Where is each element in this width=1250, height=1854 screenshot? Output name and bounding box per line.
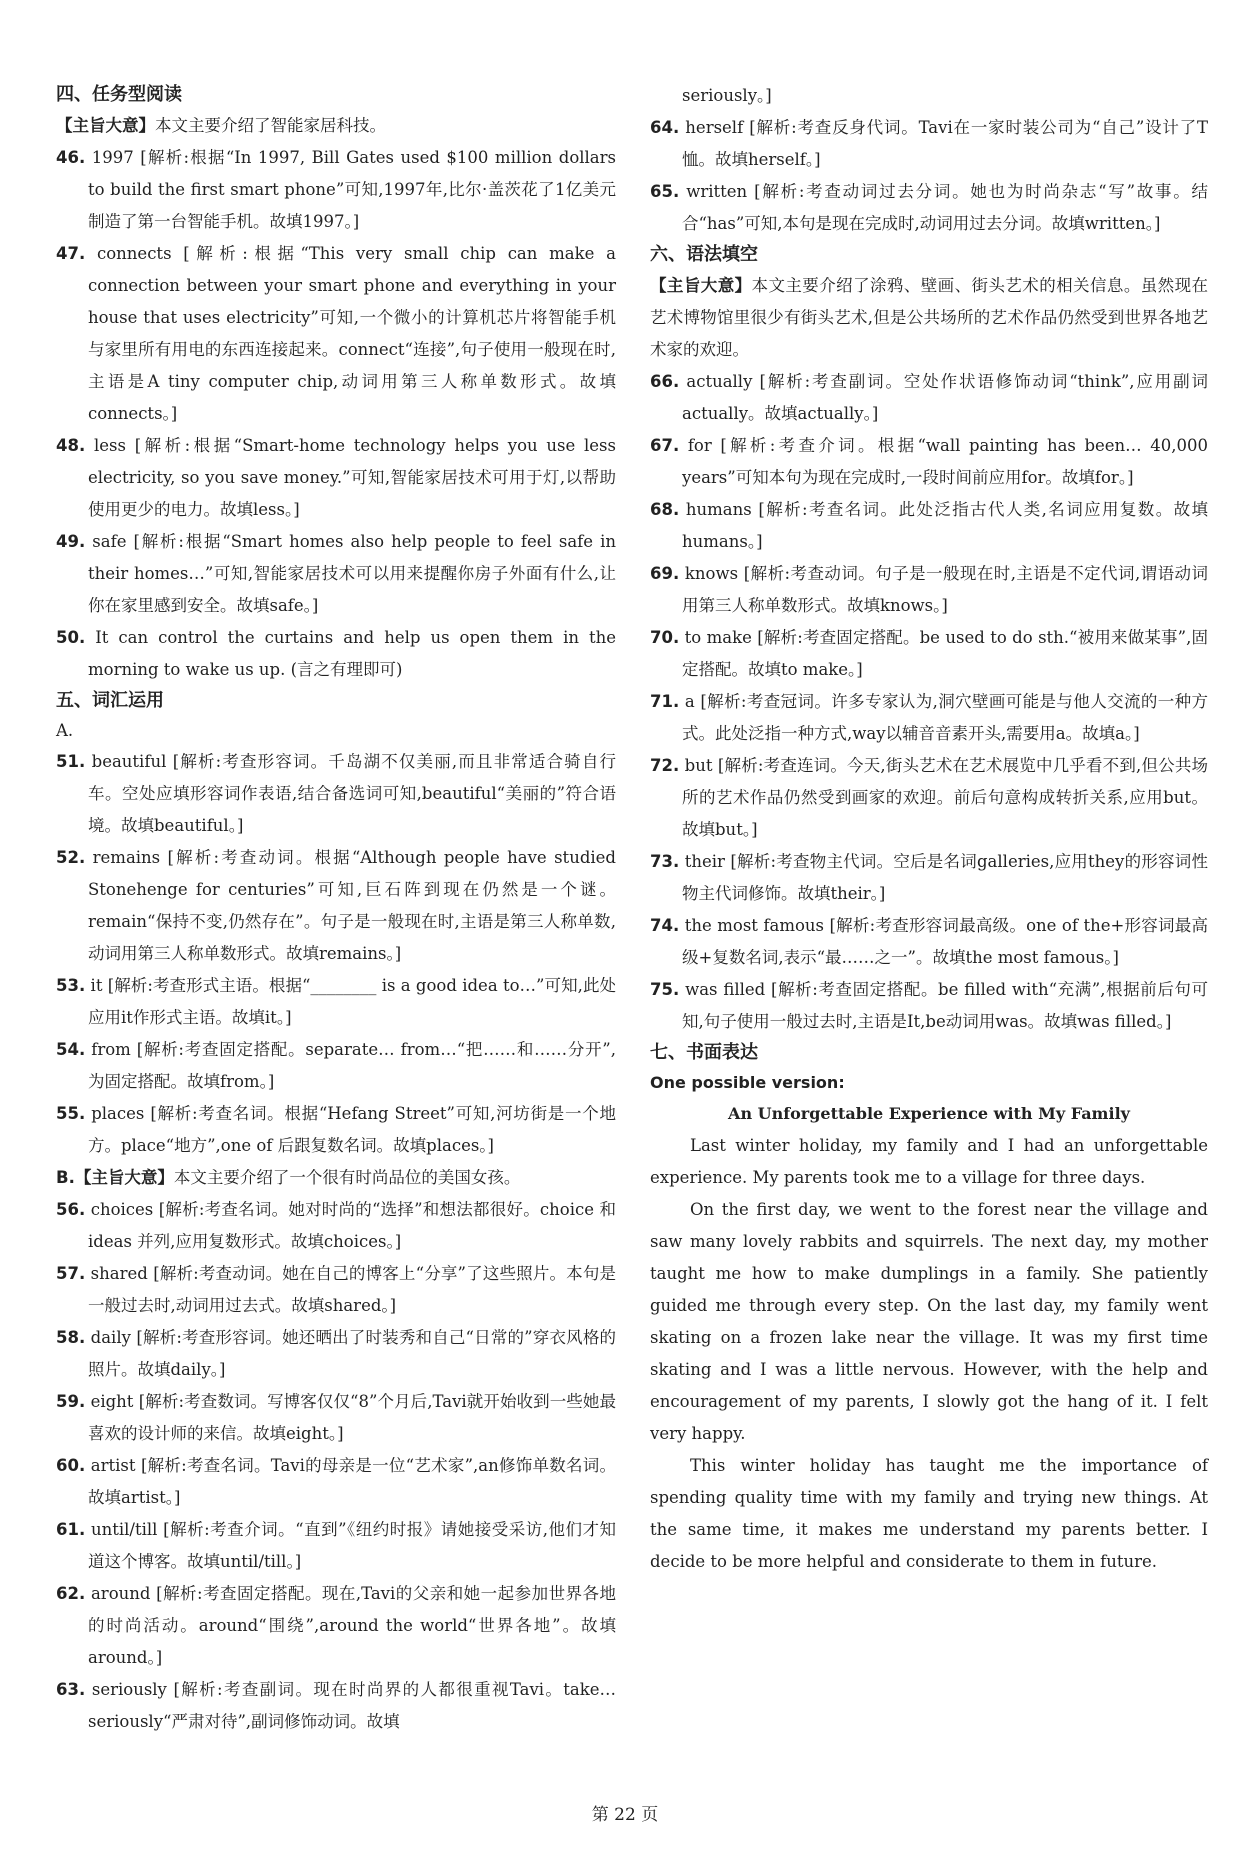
answer-item <box>650 494 1208 558</box>
answer-text: from [解析:考查固定搭配。separate… from…“把……和……分开”,为固定搭配。故填from。] <box>88 1040 616 1091</box>
answer-item <box>56 238 616 430</box>
essay-paragraph: This winter holiday has taught me the importance of spending quality time with my family and trying new things. At the same time, it makes me understand my parents better. I decide to be more helpful and considerate to them in future. <box>650 1456 1208 1571</box>
answer-item <box>56 1674 616 1738</box>
answer-text: choices [解析:考查名词。她对时尚的“选择”和想法都很好。choice 和 ideas 并列,应用复数形式。故填choices。] <box>88 1200 616 1251</box>
answer-item <box>56 842 616 970</box>
section-heading-writing: 七、书面表达 <box>650 1042 758 1063</box>
left-column <box>56 80 616 1738</box>
answer-number: 60. <box>56 1456 86 1475</box>
answer-text: until/till [解析:考查介词。“直到”《纽约时报》请她接受采访,他们才知道这个博客。故填until/till。] <box>88 1520 616 1571</box>
answer-number: 54. <box>56 1040 86 1059</box>
answer-number: 57. <box>56 1264 86 1283</box>
page-number: 第 22 页 <box>591 1805 659 1825</box>
answer-text: around [解析:考查固定搭配。现在,Tavi的父亲和她一起参加世界各地的时尚活动。around“围绕”,around the world“世界各地”。故填around。] <box>88 1584 617 1667</box>
answer-text: 1997 [解析:根据“In 1997, Bill Gates used $100 million dollars to build the first smart phone”可知,1997年,比尔·盖茨花了1亿美元制造了第一台智能手机。故填1997。] <box>88 148 616 231</box>
answer-number: 56. <box>56 1200 86 1219</box>
answer-item <box>650 910 1208 974</box>
answer-item <box>650 846 1208 910</box>
answer-text: seriously [解析:考查副词。现在时尚界的人都很重视Tavi。take… seriously“严肃对待”,副词修饰动词。故填 <box>88 1680 617 1731</box>
answer-item <box>56 1258 616 1322</box>
answer-text: artist [解析:考查名词。Tavi的母亲是一位“艺术家”,an修饰单数名词。故填artist。] <box>88 1456 616 1507</box>
section-heading-vocabulary: 五、词汇运用 <box>56 690 164 711</box>
main-idea-tag: B.【主旨大意】 <box>56 1168 174 1187</box>
essay-intro: One possible version: <box>650 1073 845 1092</box>
answer-item <box>56 1034 616 1098</box>
answer-item <box>56 142 616 238</box>
answer-number: 74. <box>650 916 680 935</box>
answer-text: humans [解析:考查名词。此处泛指古代人类,名词应用复数。故填humans。] <box>682 500 1208 551</box>
answer-number: 64. <box>650 118 680 137</box>
answer-text: beautiful [解析:考查形容词。千岛湖不仅美丽,而且非常适合骑自行车。空处应填形容词作表语,结合备选词可知,beautiful“美丽的”符合语境。故填beautiful。] <box>88 752 616 835</box>
answer-text: knows [解析:考查动词。句子是一般现在时,主语是不定代词,谓语动词用第三人称单数形式。故填knows。] <box>682 564 1208 615</box>
main-idea-b <box>56 1162 616 1194</box>
answer-text: shared [解析:考查动词。她在自己的博客上“分享”了这些照片。本句是一般过去时,动词用过去式。故填shared。] <box>88 1264 616 1315</box>
answer-number: 70. <box>650 628 680 647</box>
answer-item <box>56 970 616 1034</box>
answer-number: 66. <box>650 372 680 391</box>
answer-number: 47. <box>56 244 86 263</box>
main-idea-text: 本文主要介绍了涂鸦、壁画、街头艺术的相关信息。虽然现在艺术博物馆里很少有街头艺术,但是公共场所的艺术作品仍然受到世界各地艺术家的欢迎。 <box>650 276 1208 359</box>
answer-item <box>56 1386 616 1450</box>
section-heading-grammar: 六、语法填空 <box>650 244 758 265</box>
answer-number: 55. <box>56 1104 86 1123</box>
essay-title: An Unforgettable Experience with My Family <box>728 1104 1130 1123</box>
answer-number: 73. <box>650 852 680 871</box>
answer-number: 51. <box>56 752 86 771</box>
answer-item <box>56 1450 616 1514</box>
answer-text: It can control the curtains and help us open them in the morning to wake us up. (言之有理即可) <box>88 628 616 679</box>
answer-item <box>650 558 1208 622</box>
answer-list-d <box>650 112 1208 240</box>
answer-text: for [解析:考查介词。根据“wall painting has been… 40,000 years”可知本句为现在完成时,一段时间前应用for。故填for。] <box>682 436 1208 487</box>
answer-number: 59. <box>56 1392 86 1411</box>
main-idea-4 <box>56 110 616 142</box>
answer-text: the most famous [解析:考查形容词最高级。one of the+形容词最高级+复数名词,表示“最……之一”。故填the most famous。] <box>682 916 1208 967</box>
main-idea-tag: 【主旨大意】 <box>56 116 155 135</box>
answer-text: connects [解析:根据“This very small chip can make a connection between your smart phone and everything in your house that uses electricity”可知,一个微小的计算机芯片将智能手机与家里所有用电的东西连接起来。connect“连接”,句子使用一般现在时,主语是A tiny computer chip,动词用第三人称单数形式。故填connects。] <box>88 244 616 423</box>
answer-number: 50. <box>56 628 86 647</box>
answer-item <box>56 622 616 686</box>
answer-text: was filled [解析:考查固定搭配。be filled with“充满”,根据前后句可知,句子使用一般过去时,主语是It,be动词用was。故填was filled。] <box>682 980 1208 1031</box>
continued-answer-63: seriously。] <box>682 86 772 105</box>
essay-body <box>650 1130 1208 1578</box>
answer-number: 72. <box>650 756 680 775</box>
answer-item <box>650 430 1208 494</box>
main-idea-tag: 【主旨大意】 <box>650 276 752 295</box>
answer-item <box>56 1578 616 1674</box>
answer-text: it [解析:考查形式主语。根据“________ is a good idea to…”可知,此处应用it作形式主语。故填it。] <box>88 976 616 1027</box>
answer-item <box>56 526 616 622</box>
part-a-label: A. <box>56 721 74 740</box>
answer-number: 63. <box>56 1680 86 1699</box>
answer-text: remains [解析:考查动词。根据“Although people have studied Stonehenge for centuries”可知,巨石阵到现在仍然是一个谜。remain“保持不变,仍然存在”。句子是一般现在时,主语是第三人称单数,动词用第三人称单数形式。故填remains。] <box>88 848 616 963</box>
answer-number: 68. <box>650 500 680 519</box>
answer-text: written [解析:考查动词过去分词。她也为时尚杂志“写”故事。结合“has”可知,本句是现在完成时,动词用过去分词。故填written。] <box>682 182 1208 233</box>
answer-number: 75. <box>650 980 680 999</box>
answer-item <box>650 366 1208 430</box>
answer-text: safe [解析:根据“Smart homes also help people to feel safe in their homes…”可知,智能家居技术可以用来提醒你房子外面有什么,让你在家里感到安全。故填safe。] <box>88 532 616 615</box>
essay-paragraph: On the first day, we went to the forest near the village and saw many lovely rabbits and squirrels. The next day, my mother taught me how to make dumplings in a family. She patiently guided me through every step. On the last day, my family went skating on a frozen lake near the village. It was my first time skating and I was a little nervous. However, with the help and encouragement of my parents, I slowly got the hang of it. I felt very happy. <box>650 1200 1208 1443</box>
answer-text: places [解析:考查名词。根据“Hefang Street”可知,河坊街是一个地方。place“地方”,one of 后跟复数名词。故填places。] <box>88 1104 616 1155</box>
answer-number: 67. <box>650 436 680 455</box>
answer-text: actually [解析:考查副词。空处作状语修饰动词“think”,应用副词actually。故填actually。] <box>682 372 1208 423</box>
answer-number: 46. <box>56 148 86 167</box>
answer-number: 49. <box>56 532 86 551</box>
answer-text: eight [解析:考查数词。写博客仅仅“8”个月后,Tavi就开始收到一些她最喜欢的设计师的来信。故填eight。] <box>88 1392 616 1443</box>
answer-text: less [解析:根据“Smart-home technology helps you use less electricity, so you save money.”可知,智能家居技术可用于灯,以帮助使用更少的电力。故填less。] <box>88 436 616 519</box>
answer-item <box>56 430 616 526</box>
answer-text: to make [解析:考查固定搭配。be used to do sth.“被用来做某事”,固定搭配。故填to make。] <box>682 628 1209 679</box>
answer-item <box>650 686 1208 750</box>
answer-text: but [解析:考查连词。今天,街头艺术在艺术展览中几乎看不到,但公共场所的艺术作品仍然受到画家的欢迎。前后句意构成转折关系,应用but。故填but。] <box>682 756 1208 839</box>
answer-list-a <box>56 142 616 686</box>
essay-paragraph: Last winter holiday, my family and I had an unforgettable experience. My parents took me to a village for three days. <box>650 1136 1208 1187</box>
main-idea-text: 本文主要介绍了智能家居科技。 <box>155 116 386 135</box>
answer-item <box>650 974 1208 1038</box>
answer-number: 52. <box>56 848 86 867</box>
answer-item <box>650 112 1208 176</box>
answer-list-b <box>56 746 616 1162</box>
answer-number: 69. <box>650 564 680 583</box>
answer-number: 65. <box>650 182 680 201</box>
right-column <box>650 80 1208 1578</box>
answer-number: 62. <box>56 1584 86 1603</box>
answer-item <box>56 1098 616 1162</box>
answer-item <box>650 176 1208 240</box>
answer-text: daily [解析:考查形容词。她还晒出了时装秀和自己“日常的”穿衣风格的照片。故填daily。] <box>88 1328 616 1379</box>
answer-text: a [解析:考查冠词。许多专家认为,洞穴壁画可能是与他人交流的一种方式。此处泛指一种方式,way以辅音音素开头,需要用a。故填a。] <box>682 692 1209 743</box>
answer-number: 58. <box>56 1328 86 1347</box>
answer-list-e <box>650 366 1208 1038</box>
answer-item <box>56 1194 616 1258</box>
answer-text: their [解析:考查物主代词。空后是名词galleries,应用they的形容词性物主代词修饰。故填their。] <box>682 852 1208 903</box>
section-heading-task-reading: 四、任务型阅读 <box>56 84 182 105</box>
answer-item <box>56 1322 616 1386</box>
answer-number: 53. <box>56 976 86 995</box>
answer-item <box>650 622 1208 686</box>
answer-list-c <box>56 1194 616 1738</box>
main-idea-6 <box>650 270 1208 366</box>
answer-item <box>650 750 1208 846</box>
answer-number: 48. <box>56 436 86 455</box>
answer-number: 71. <box>650 692 680 711</box>
answer-item <box>56 746 616 842</box>
answer-item <box>56 1514 616 1578</box>
answer-number: 61. <box>56 1520 86 1539</box>
answer-text: herself [解析:考查反身代词。Tavi在一家时装公司为“自己”设计了T恤。故填herself。] <box>682 118 1208 169</box>
main-idea-text: 本文主要介绍了一个很有时尚品位的美国女孩。 <box>173 1168 521 1187</box>
